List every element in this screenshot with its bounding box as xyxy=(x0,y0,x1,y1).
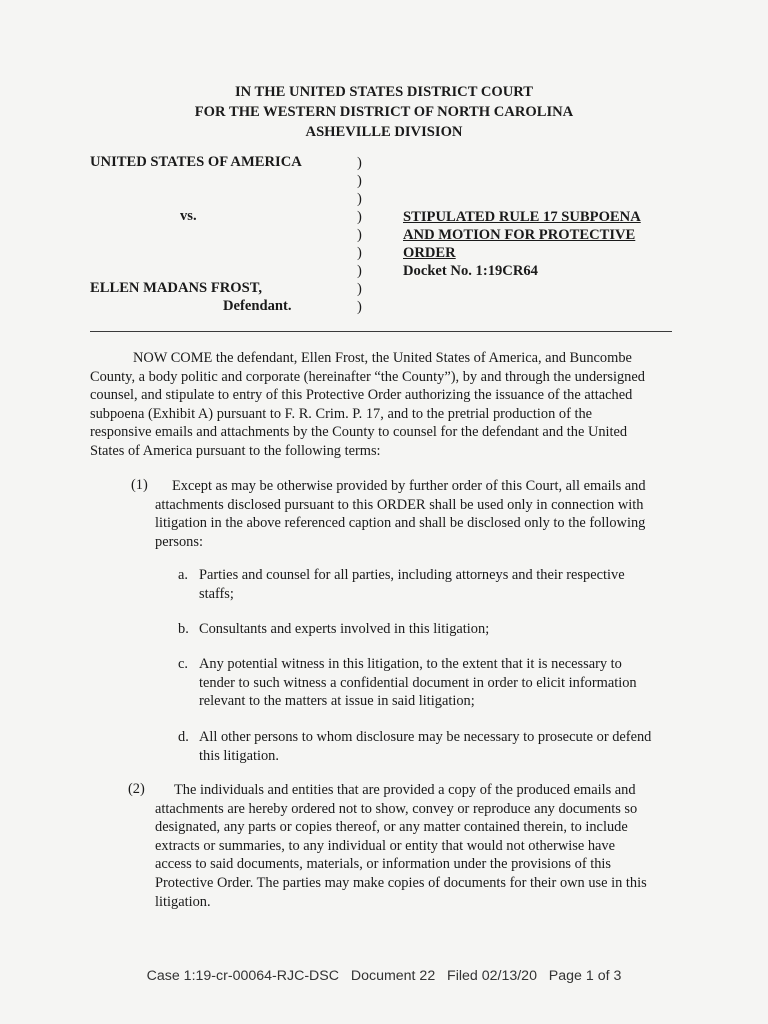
caption-paren: ) xyxy=(357,227,362,243)
paragraph-line: attachments disclosed pursuant to this ORDER shall be used only in connection with xyxy=(155,496,644,513)
subitem-line: staffs; xyxy=(199,585,234,602)
caption-paren: ) xyxy=(357,245,362,261)
subitem-letter: d. xyxy=(178,729,189,745)
subitem-line: Any potential witness in this litigation, to the extent that it is necessary to xyxy=(199,656,622,672)
title-line: STIPULATED RULE 17 SUBPOENA xyxy=(403,209,641,225)
filing-footer: Case 1:19-cr-00064-RJC-DSC Document 22 Filed 02/13/20 Page 1 of 3 xyxy=(146,968,622,984)
paragraph-line: The individuals and entities that are provided a copy of the produced emails and xyxy=(174,782,636,798)
caption-paren: ) xyxy=(357,263,362,279)
docket-number: Docket No. 1:19CR64 xyxy=(403,263,538,279)
document-title xyxy=(403,208,641,280)
subitem-b xyxy=(178,620,489,639)
defendant-role: Defendant. xyxy=(223,298,292,314)
paragraph-line: designated, any parts or copies thereof, or any matter contained therein, to include xyxy=(155,819,628,836)
caption-paren: ) xyxy=(357,173,362,189)
paragraph-line: litigation. xyxy=(155,893,211,910)
title-line: AND MOTION FOR PROTECTIVE xyxy=(403,227,636,243)
intro-paragraph xyxy=(90,349,645,461)
paragraph-line: NOW COME the defendant, Ellen Frost, the United States of America, and Buncombe xyxy=(133,350,632,366)
paragraph-line: County, a body politic and corporate (hereinafter “the County”), by and through the undersigned xyxy=(90,368,645,385)
paragraph-line: extracts or summaries, to any individual or entity that would not otherwise have xyxy=(155,837,615,854)
subitem-line: tender to such witness a confidential document in order to elicit information xyxy=(199,674,637,691)
caption-paren: ) xyxy=(357,209,362,225)
versus-label: vs. xyxy=(180,208,197,224)
paragraph-line: Except as may be otherwise provided by further order of this Court, all emails and xyxy=(172,478,646,494)
plaintiff-name: UNITED STATES OF AMERICA xyxy=(90,154,302,170)
subitem-a xyxy=(178,566,625,603)
caption-divider xyxy=(90,331,672,332)
item-number: (1) xyxy=(131,477,148,493)
paragraph-line: attachments are hereby ordered not to show, convey or reproduce any documents so xyxy=(155,800,638,817)
subitem-line: All other persons to whom disclosure may be necessary to prosecute or defend xyxy=(199,729,652,745)
item-2-paragraph xyxy=(155,781,647,911)
subitem-letter: a. xyxy=(178,567,188,583)
subitem-line: this litigation. xyxy=(199,747,279,764)
subitem-d xyxy=(178,728,651,765)
title-line: ORDER xyxy=(403,245,456,261)
subitem-line: Consultants and experts involved in this litigation; xyxy=(199,621,490,637)
subitem-c xyxy=(178,655,637,711)
division-line: ASHEVILLE DIVISION xyxy=(305,124,463,140)
paragraph-line: States of America pursuant to the following terms: xyxy=(90,442,381,459)
caption-paren: ) xyxy=(357,191,362,207)
item-number: (2) xyxy=(128,781,145,797)
caption-parentheses xyxy=(357,154,362,316)
item-1-paragraph xyxy=(155,477,646,551)
caption-paren: ) xyxy=(357,155,362,171)
court-name-line: IN THE UNITED STATES DISTRICT COURT xyxy=(234,84,534,100)
subitem-letter: c. xyxy=(178,656,188,672)
defendant-name: ELLEN MADANS FROST, xyxy=(90,280,263,296)
subitem-line: relevant to the matters at issue in said litigation; xyxy=(199,693,475,710)
paragraph-line: Protective Order. The parties may make copies of documents for their own use in this xyxy=(155,874,647,891)
paragraph-line: litigation in the above referenced caption and shall be disclosed only to the following xyxy=(155,515,646,532)
subitem-letter: b. xyxy=(178,621,189,637)
district-line: FOR THE WESTERN DISTRICT OF NORTH CAROLINA xyxy=(194,104,574,120)
subitem-line: Parties and counsel for all parties, including attorneys and their respective xyxy=(199,567,625,583)
caption-paren: ) xyxy=(357,281,362,297)
paragraph-line: persons: xyxy=(155,533,203,550)
caption-paren: ) xyxy=(357,299,362,315)
paragraph-line: access to said documents, materials, or information under the provisions of this xyxy=(155,856,612,873)
paragraph-line: subpoena (Exhibit A) pursuant to F. R. Crim. P. 17, and to the pretrial production of the xyxy=(90,405,593,422)
court-header xyxy=(0,82,768,142)
paragraph-line: responsive emails and attachments by the County to counsel for the defendant and the United xyxy=(90,424,628,441)
paragraph-line: counsel, and stipulate to entry of this Protective Order authorizing the issuance of the attached xyxy=(90,387,633,404)
